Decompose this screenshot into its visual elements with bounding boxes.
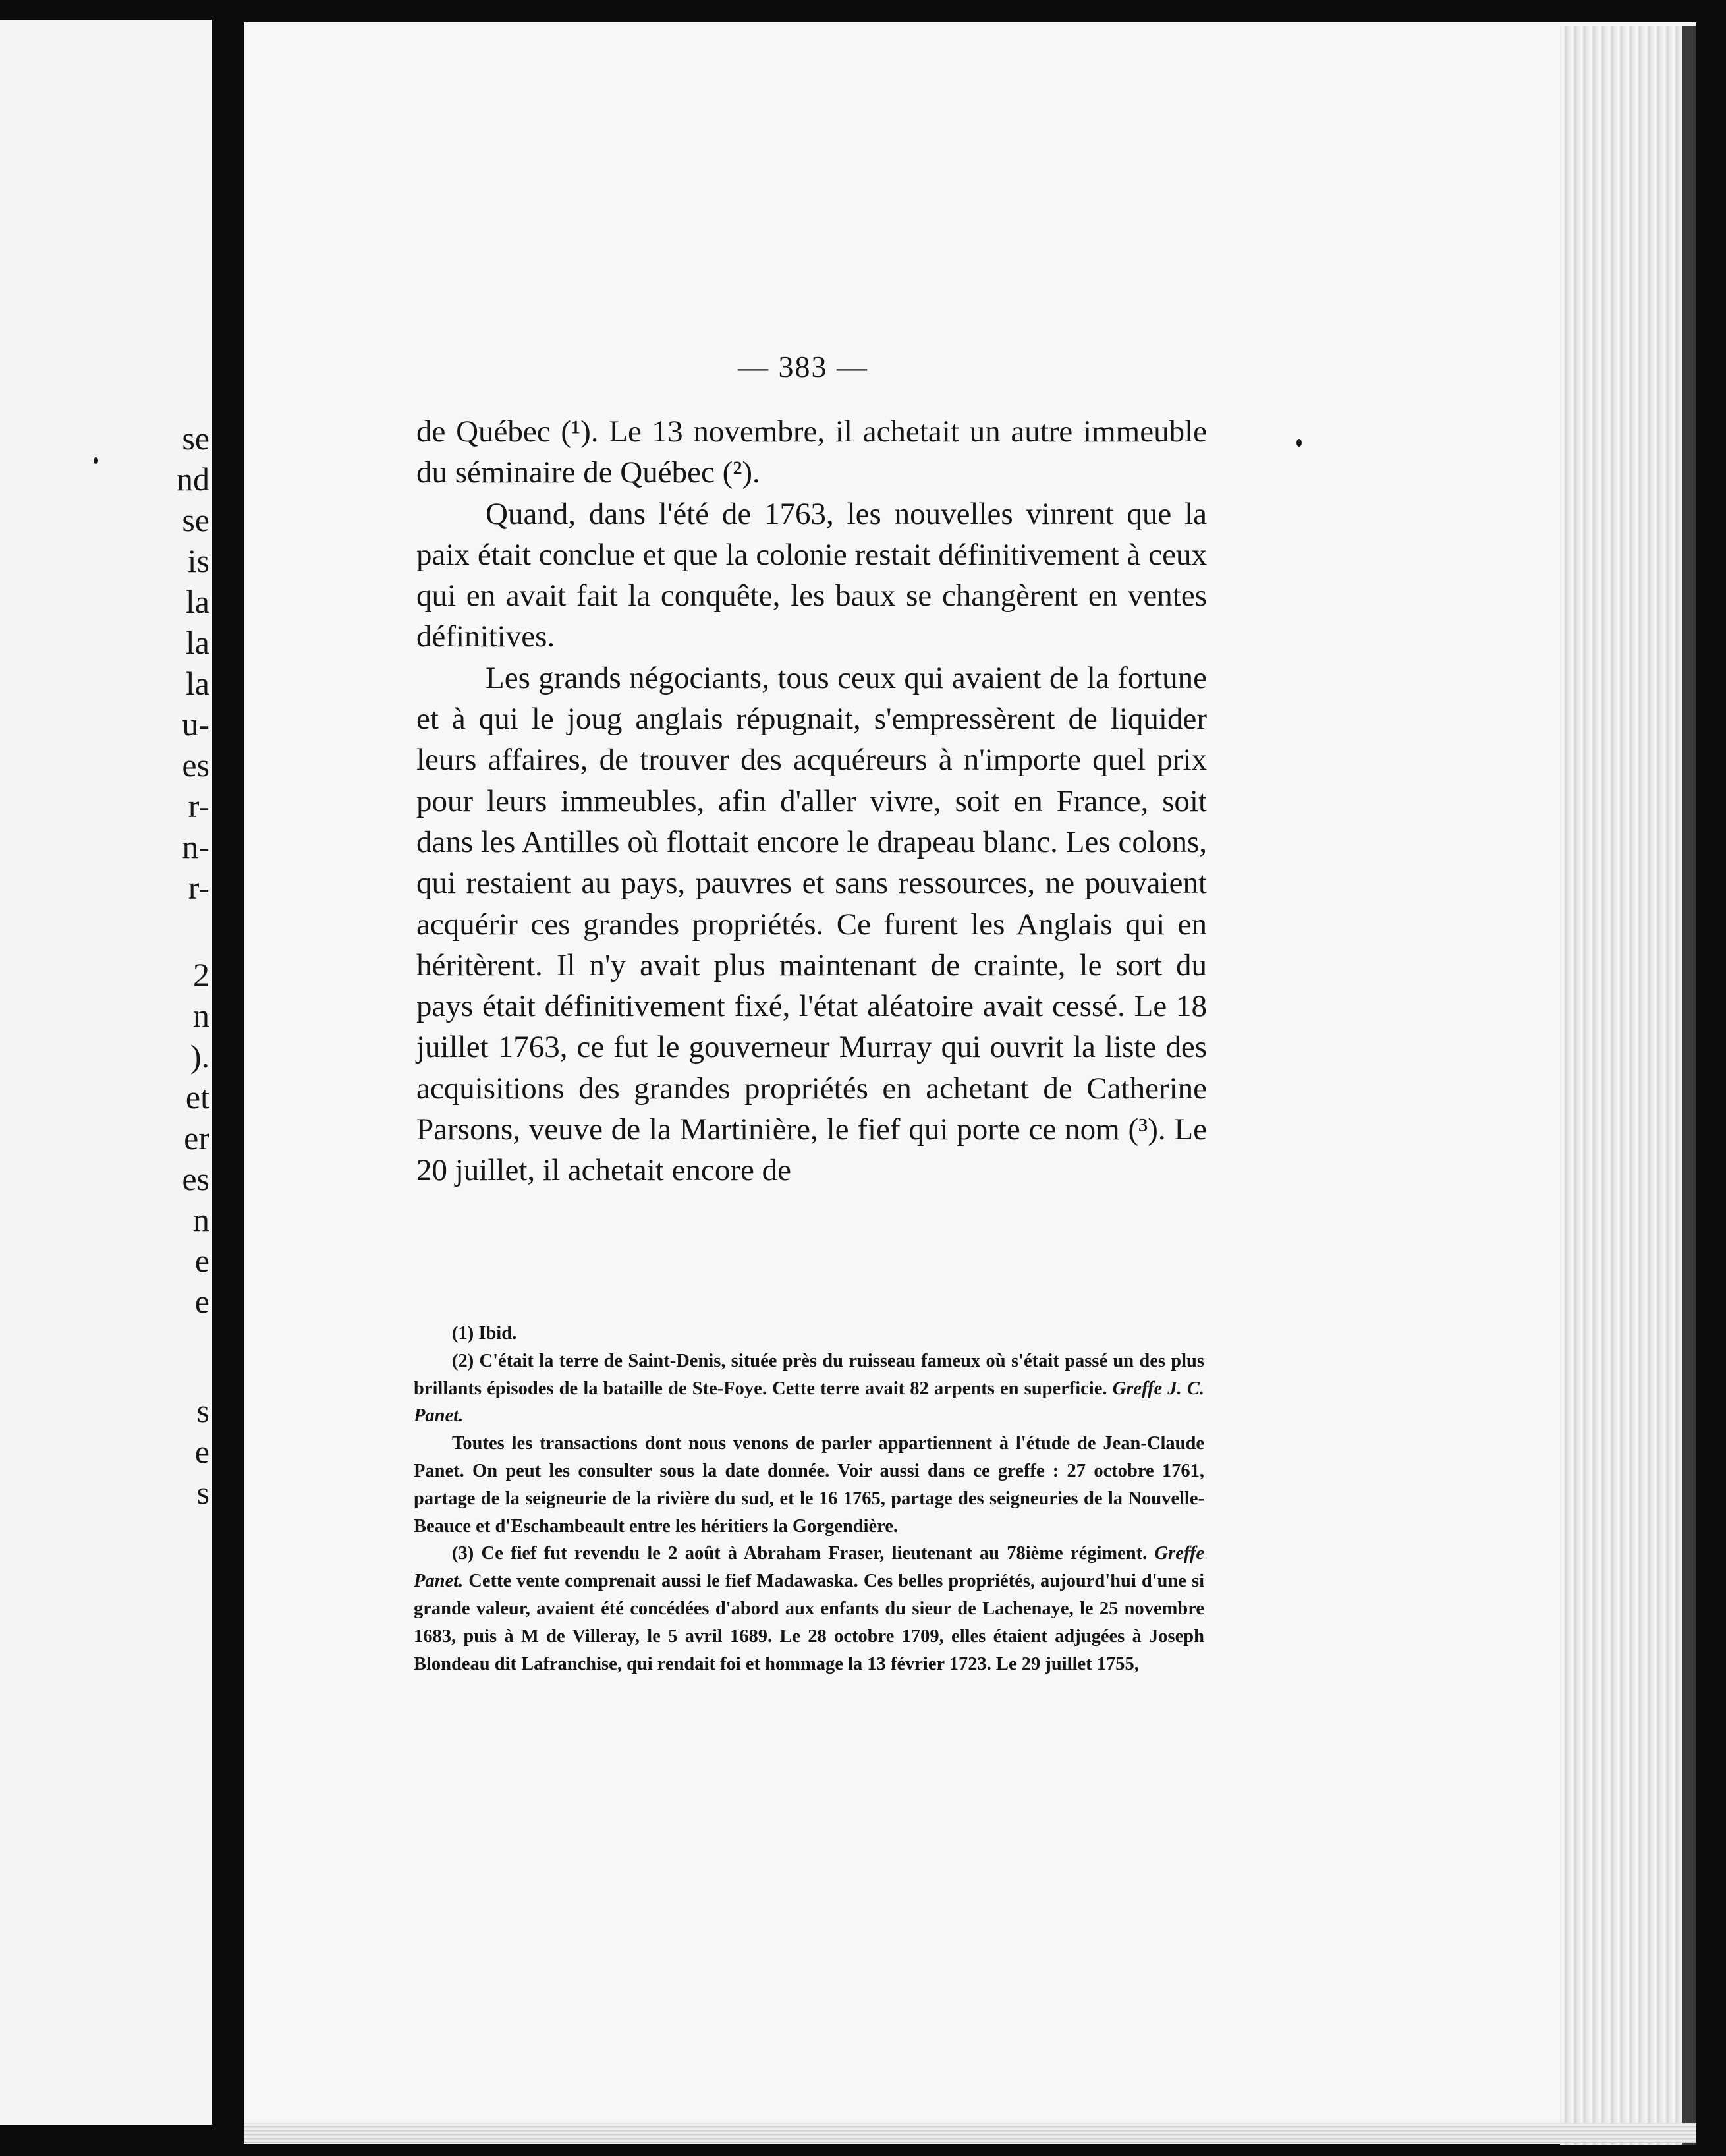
paragraph: Quand, dans l'été de 1763, les nouvelles vinrent que la paix était conclue et que la colonie restait définitivement à ceux qui en avait fait la conquête, les baux se changèrent en ventes définitives. — [416, 496, 1207, 654]
previous-page-fragment: es — [182, 747, 209, 783]
page-stack-edge — [1560, 26, 1695, 2145]
footnote-2-continued: Toutes les transactions dont nous venons de parler appartiennent à l'étude de Jean-Claude Panet. On peut les consulter sous la date donnée. Voir aussi dans ce greffe : 27 octobre 1761, partage de la seigneurie de la rivière du sud, et le 16 1765, partage des seigneuries de la Nouvelle-Beauce et d'Eschambeault entre les héritiers la Gorgendière. — [414, 1433, 1204, 1537]
previous-page-fragment: s — [196, 1474, 209, 1511]
previous-page-fragment: s — [196, 1392, 209, 1429]
previous-page-fragment: nd — [177, 461, 209, 497]
previous-page-fragment: e — [194, 1242, 209, 1279]
footnote-1: (1) Ibid. — [452, 1323, 517, 1344]
previous-page-fragment: r- — [188, 869, 209, 906]
previous-page-fragment: ). — [190, 1038, 209, 1075]
previous-page-fragment: n — [193, 1201, 209, 1238]
footnote-reference: Greffe J. C. Panet. — [414, 1378, 1204, 1427]
previous-page-fragment: la — [185, 624, 209, 661]
previous-page-fragment: 2 — [193, 956, 209, 993]
previous-page-fragment: n- — [182, 828, 209, 865]
paragraph: Les grands négociants, tous ceux qui avaient de la fortune et à qui le joug anglais répugnait, s'empressèrent de liquider leurs affaires, de trouver des acquéreurs à n'importe quel prix pour leurs immeubles, afin d'aller vivre, soit en France, soit dans les Antilles où flottait encore le drapeau blanc. Les colons, qui restaient au pays, pauvres et sans ressources, ne pouvaient acquérir ces grandes propriétés. Ce furent les Anglais qui en héritèrent. Il n'y avait plus maintenant de crainte, le sort du pays était définitivement fixé, l'état aléatoire avait cessé. Le 18 juillet 1763, ce fut le gouverneur Murray qui ouvrit la liste des acquisitions des grandes propriétés en achetant de Catherine Parsons, veuve de la Martinière, le fief qui porte ce nom (³). Le 20 juillet, il achetait encore de — [416, 660, 1207, 1188]
footnote-reference: Greffe Panet. — [414, 1543, 1204, 1592]
previous-page-fragment: es — [182, 1160, 209, 1197]
previous-page-fragment: e — [194, 1433, 209, 1470]
footnote-2: (2) C'était la terre de Saint-Denis, située près du ruisseau fameux où s'était passé un des plus brillants épisodes de la bataille de Ste-Foye. Cette terre avait 82 arpents en superficie. Greffe J. C. Panet. — [414, 1350, 1204, 1427]
previous-page — [0, 20, 212, 2125]
previous-page-fragment: se — [182, 501, 209, 538]
previous-page-fragment: e — [194, 1283, 209, 1320]
previous-page-fragment: er — [184, 1120, 209, 1156]
previous-page-fragment: la — [185, 583, 209, 620]
page-stack-shadow — [1682, 26, 1696, 2145]
footnote-3: (3) Ce fief fut revendu le 2 août à Abraham Fraser, lieutenant au 78ième régiment. Greffe Panet. Cette vente comprenait aussi le fief Madawaska. Ces belles propriétés, aujourd'hui d'une si grande valeur, avaient été concédées d'abord aux enfants du sieur de Lachenaye, le 25 novembre 1683, puis à M de Villeray, le 5 avril 1689. Le 28 octobre 1709, elles étaient adjugées à Joseph Blondeau dit Lafranchise, qui rendait foi et hommage la 13 février 1723. Le 29 juillet 1755, — [414, 1543, 1205, 1674]
previous-page-fragment: u- — [182, 706, 209, 743]
previous-page-fragment: se — [182, 420, 209, 457]
footnotes — [414, 1320, 1204, 1678]
page-number: — 383 — — [738, 350, 868, 383]
page-bottom-edge — [244, 2123, 1696, 2143]
ink-speck — [94, 457, 98, 464]
ink-speck — [1296, 439, 1302, 447]
body-text — [416, 411, 1207, 1191]
previous-page-fragment: r- — [188, 787, 209, 824]
paragraph: de Québec (¹). Le 13 novembre, il achetait un autre immeuble du séminaire de Québec (²). — [416, 414, 1207, 490]
previous-page-fragment: et — [185, 1079, 209, 1116]
previous-page-fragment: la — [185, 665, 209, 702]
previous-page-fragment: is — [187, 542, 209, 579]
previous-page-fragment: n — [193, 997, 209, 1034]
